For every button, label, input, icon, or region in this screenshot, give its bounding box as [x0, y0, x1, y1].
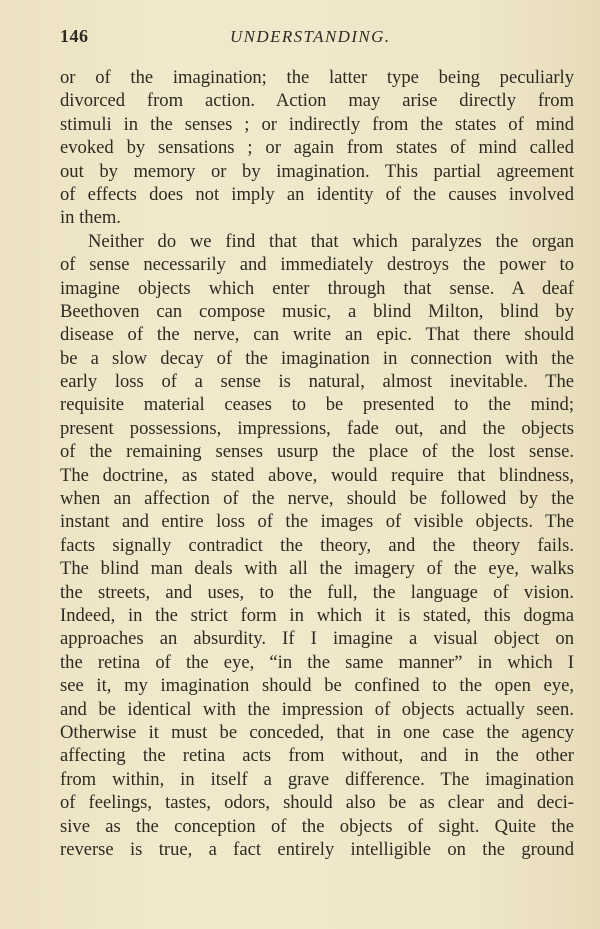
- text-line: Beethoven can compose music, a blind Milton, blind by: [60, 300, 574, 322]
- text-line: from within, in itself a grave difference. The imagination: [60, 768, 574, 790]
- text-line: requisite material ceases to be presented to the mind;: [60, 394, 574, 416]
- text-line: affecting the retina acts from without, and in the other: [60, 745, 574, 767]
- paragraph: [60, 230, 574, 862]
- text-line: disease of the nerve, can write an epic. That there should: [60, 324, 574, 346]
- text-line: of sense necessarily and immediately destroys the power to: [60, 254, 574, 276]
- text-line: Neither do we find that that which paralyzes the organ: [88, 230, 574, 252]
- text-line: approaches an absurdity. If I imagine a visual object on: [60, 628, 574, 650]
- running-head: [60, 26, 574, 50]
- running-title: UNDERSTANDING.: [230, 27, 391, 46]
- text-line: reverse is true, a fact entirely intelligible on the ground: [60, 838, 574, 860]
- text-line: imagine objects which enter through that sense. A deaf: [60, 277, 574, 299]
- text-line: evoked by sensations ; or again from states of mind called: [60, 137, 574, 159]
- text-line: be a slow decay of the imagination in connection with the: [60, 347, 574, 369]
- text-line: the streets, and uses, to the full, the language of vision.: [60, 581, 574, 603]
- text-line: The doctrine, as stated above, would require that blindness,: [60, 464, 574, 486]
- text-line: when an affection of the nerve, should be followed by the: [60, 488, 574, 510]
- text-line: see it, my imagination should be confined to the open eye,: [60, 675, 574, 697]
- text-line: early loss of a sense is natural, almost inevitable. The: [60, 371, 574, 393]
- text-line: and be identical with the impression of objects actually seen.: [60, 698, 574, 720]
- text-line: instant and entire loss of the images of visible objects. The: [60, 511, 574, 533]
- paragraph: [60, 66, 574, 230]
- text-line: sive as the conception of the objects of sight. Quite the: [60, 815, 574, 837]
- text-line: in them.: [60, 207, 121, 229]
- text-line: of feelings, tastes, odors, should also be as clear and deci-: [60, 792, 574, 814]
- text-line: present possessions, impressions, fade out, and the objects: [60, 417, 574, 439]
- text-line: stimuli in the senses ; or indirectly from the states of mind: [60, 113, 574, 135]
- body-text: [60, 66, 574, 861]
- page-number: 146: [60, 26, 89, 46]
- text-line: The blind man deals with all the imagery of the eye, walks: [60, 558, 574, 580]
- text-line: the retina of the eye, “in the same manner” in which I: [60, 651, 574, 673]
- text-line: out by memory or by imagination. This partial agreement: [60, 160, 574, 182]
- text-line: Otherwise it must be conceded, that in one case the agency: [60, 721, 574, 743]
- text-line: of effects does not imply an identity of the causes involved: [60, 183, 574, 205]
- text-line: Indeed, in the strict form in which it is stated, this dogma: [60, 604, 574, 626]
- text-line: divorced from action. Action may arise directly from: [60, 90, 574, 112]
- text-line: of the remaining senses usurp the place of the lost sense.: [60, 441, 574, 463]
- text-line: facts signally contradict the theory, and the theory fails.: [60, 534, 574, 556]
- text-line: or of the imagination; the latter type being peculiarly: [60, 67, 574, 88]
